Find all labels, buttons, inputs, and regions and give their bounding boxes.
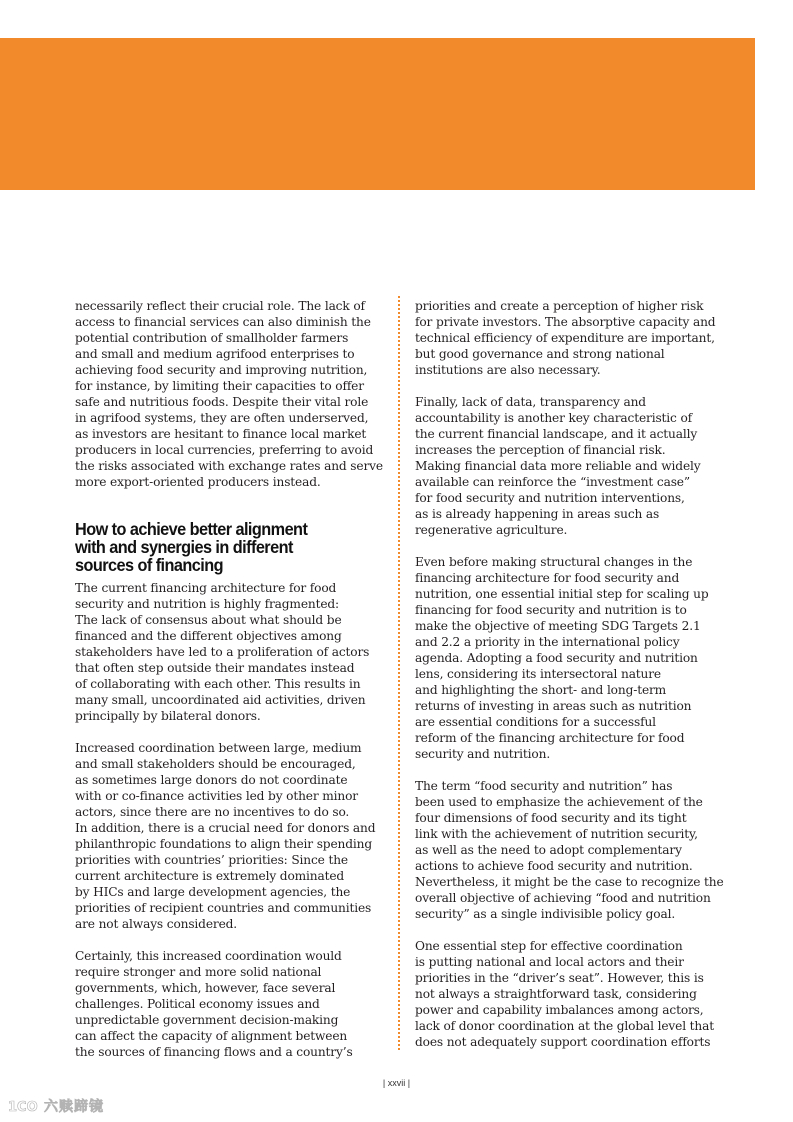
paragraph: The current financing architecture for food security and nutrition is highly fragmented: The lack of consensus about what should be financed and the different objectives among stakeholders have led to a proliferation of actors that often step outside their mandates instead of collaborating with each other. This results in many small, uncoordinated aid activities, driven principally by bilateral donors. <box>75 581 370 723</box>
paragraph: necessarily reflect their crucial role. The lack of access to financial services can also diminish the potential contribution of smallholder farmers and small and medium agrifood enterprises to achieving food security and improving nutrition, for instance, by limiting their capacities to offer safe and nutritious foods. Despite their vital role in agrifood systems, they are often underserved, as investors are hesitant to finance local market producers in local currencies, preferring to avoid the risks associated with exchange rates and serve more export-oriented producers instead. <box>75 299 383 489</box>
column-divider <box>398 296 400 1050</box>
paragraph: Increased coordination between large, medium and small stakeholders should be encouraged, as sometimes large donors do not coordinate with or co-finance activities led by other minor actors, since there are no incentives to do so. In addition, there is a crucial need for donors and philanthropic foundations to align their spending priorities with countries’ priorities: Since the current architecture is extremely dominated by HICs and large development agencies, the priorities of recipient countries and communities are not always considered. <box>75 741 376 931</box>
paragraph: One essential step for effective coordination is putting national and local actors and their priorities in the “driver’s seat”. However, this is not always a straightforward task, considering power and capability imbalances among actors, lack of donor coordination at the global level that does not adequately support coordination efforts <box>415 939 714 1049</box>
watermark-logo-icon <box>8 1096 38 1116</box>
page-number: | xxvii | <box>382 1078 411 1088</box>
paragraph: Even before making structural changes in the financing architecture for food security and nutrition, one essential initial step for scaling up financing for food security and nutrition is to make the objective of meeting SDG Targets 2.1 and 2.2 a priority in the international policy agenda. Adopting a food security and nutrition lens, considering its intersectoral nature and highlighting the short- and long-term returns of investing in areas such as nutrition are essential conditions for a successful reform of the financing architecture for food security and nutrition. <box>415 555 709 761</box>
section-heading: How to achieve better alignment with and synergies in different sources of financing <box>75 519 308 575</box>
paragraph: Finally, lack of data, transparency and accountability is another key characteristic of the current financial landscape, and it actually increases the perception of financial risk. Making financial data more reliable and widely available can reinforce the “investment case” for food security and nutrition interventions, as is already happening in areas such as regenerative agriculture. <box>415 395 701 537</box>
paragraph: The term “food security and nutrition” has been used to emphasize the achievement of the four dimensions of food security and its tight link with the achievement of nutrition security, as well as the need to adopt complementary actions to achieve food security and nutrition. Nevertheless, it might be the case to recognize the overall objective of achieving “food and nutrition security” as a single indivisible policy goal. <box>415 779 724 921</box>
watermark <box>8 1096 104 1116</box>
watermark-text: 六赎蹄镜 <box>44 1099 104 1115</box>
watermark-logo-text: 1CO <box>8 1100 38 1115</box>
right-column <box>415 298 740 1050</box>
paragraph: priorities and create a perception of higher risk for private investors. The absorptive capacity and technical efficiency of expenditure are important, but good governance and strong national institutions are also necessary. <box>415 299 716 377</box>
paragraph: Certainly, this increased coordination would require stronger and more solid national governments, which, however, face several challenges. Political economy issues and unpredictable government decision-making can affect the capacity of alignment between the sources of financing flows and a country’s <box>75 949 353 1059</box>
orange-header-banner <box>0 38 755 190</box>
left-column <box>75 298 400 1060</box>
